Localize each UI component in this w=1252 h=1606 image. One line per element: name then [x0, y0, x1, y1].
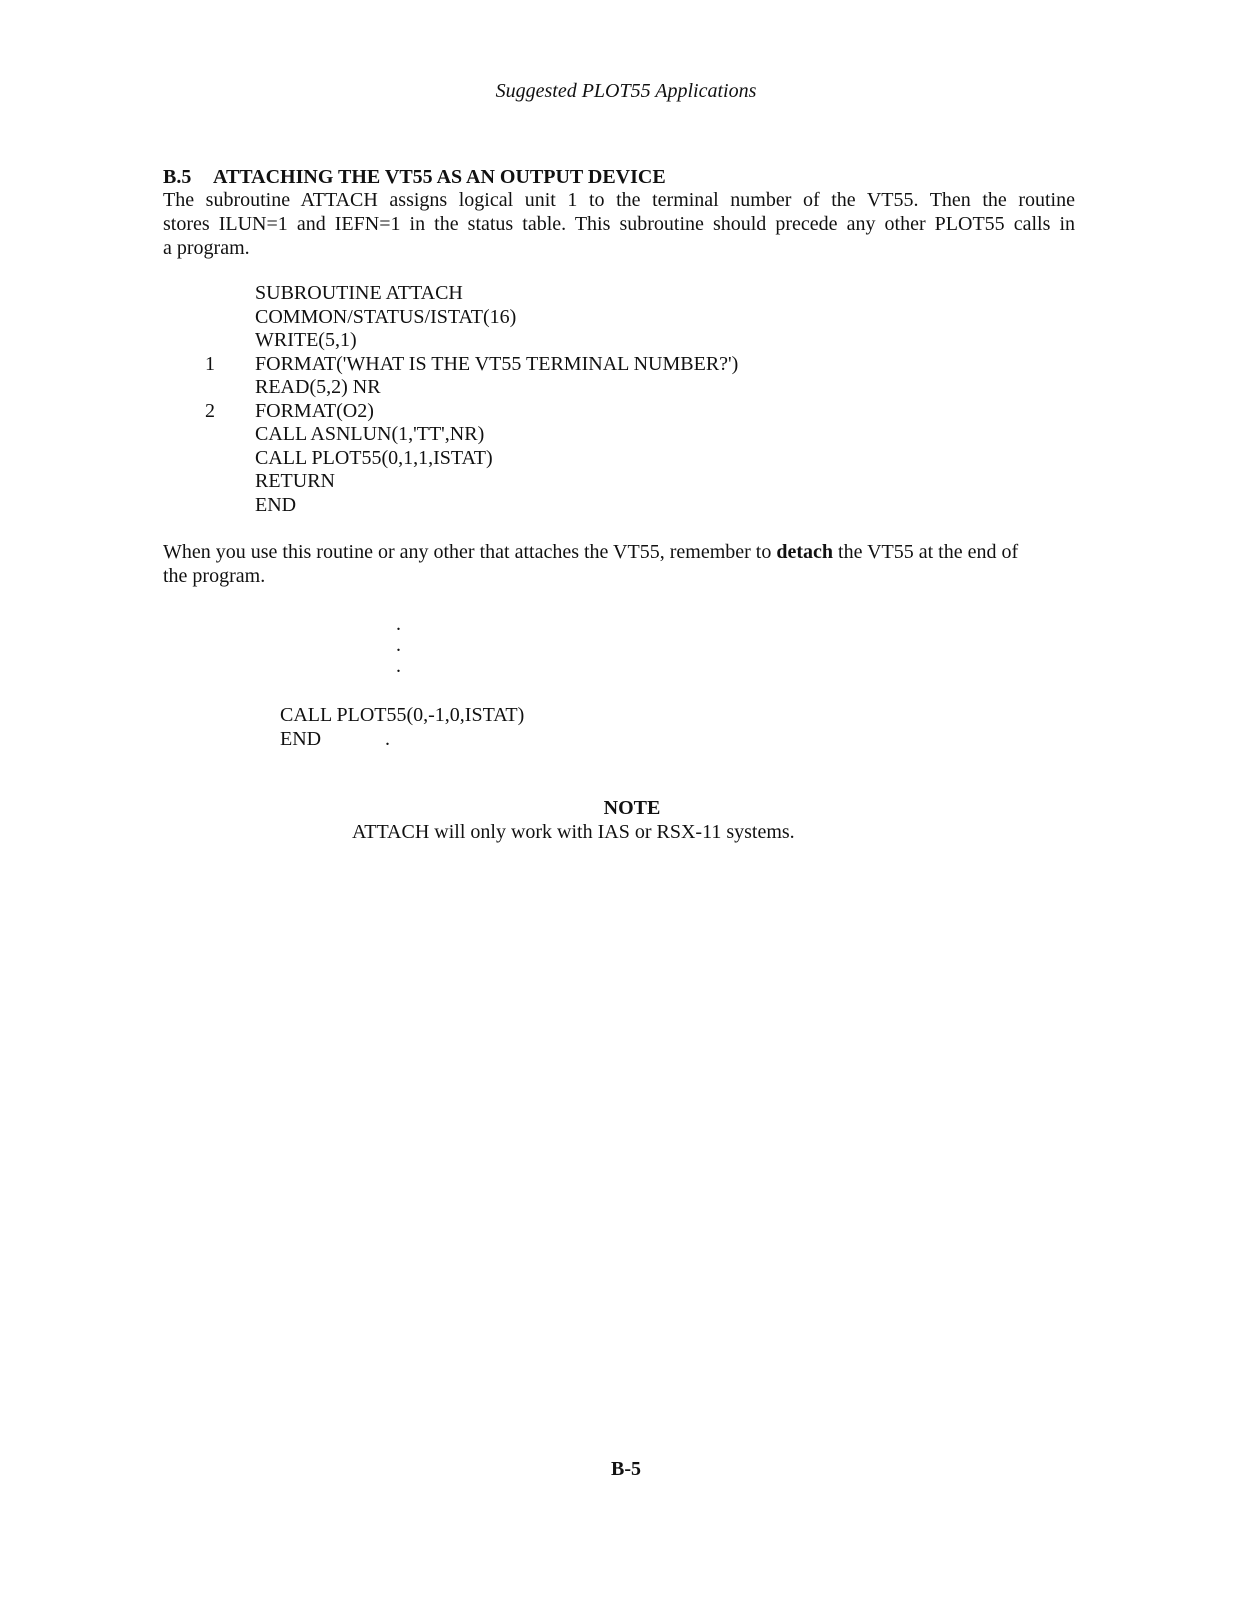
code-line — [205, 329, 738, 353]
intro-line-3: a program. — [163, 237, 250, 259]
code-line — [205, 376, 738, 400]
detach-line-1 — [163, 540, 1075, 564]
code-line-text: CALL ASNLUN(1,'TT',NR) — [255, 423, 485, 445]
detach-emphasis: detach — [776, 541, 834, 563]
code-line — [205, 282, 738, 306]
code-line-text: END — [255, 493, 297, 516]
detach-line-2: the program. — [163, 565, 266, 587]
code-line-label — [205, 329, 255, 353]
ellipsis-dot: . — [396, 613, 401, 635]
page-number: B-5 — [611, 1458, 641, 1480]
code-line-label — [205, 282, 255, 306]
code-line-text: COMMON/STATUS/ISTAT(16) — [255, 305, 517, 328]
code-line-label — [205, 494, 255, 518]
code-line-label: 1 — [205, 352, 215, 375]
code-line-text: WRITE(5,1) — [255, 329, 357, 351]
code-line-label: 2 — [205, 399, 215, 422]
code-line-text: READ(5,2) NR — [255, 376, 381, 398]
intro-line-1: The subroutine ATTACH assigns logical unit 1 to the terminal number of the VT55. Then the routine — [163, 189, 1075, 211]
ellipsis-dot: . — [396, 634, 401, 656]
detach-paragraph — [163, 540, 1075, 588]
intro-line-2: stores ILUN=1 and IEFN=1 in the status table. This subroutine should precede any other PLOT55 calls in — [163, 213, 1075, 235]
detach-text-before: When you use this routine or any other that attaches the VT55, remember to — [163, 541, 777, 563]
code-line-label — [205, 470, 255, 494]
code-line — [205, 447, 738, 471]
code-line-text: RETURN — [255, 470, 335, 492]
code-line — [205, 400, 738, 424]
code-end-line-2: END — [280, 728, 322, 750]
code-line — [205, 470, 738, 494]
running-header: Suggested PLOT55 Applications — [495, 80, 757, 102]
code-line-label — [205, 447, 255, 471]
code-line-text: FORMAT(O2) — [255, 399, 374, 422]
code-line — [205, 353, 738, 377]
trailing-dot: . — [385, 728, 390, 750]
code-line — [205, 494, 738, 518]
section-number: B.5 — [163, 166, 192, 188]
code-line-label — [205, 376, 255, 400]
vertical-ellipsis — [396, 614, 401, 677]
code-line — [205, 423, 738, 447]
code-listing — [205, 282, 738, 517]
note-text: ATTACH will only work with IAS or RSX-11 systems. — [352, 821, 795, 843]
code-end-line-1: CALL PLOT55(0,-1,0,ISTAT) — [280, 704, 525, 726]
intro-paragraph — [163, 188, 1075, 260]
section-title: ATTACHING THE VT55 AS AN OUTPUT DEVICE — [213, 166, 666, 188]
code-line-text: SUBROUTINE ATTACH — [255, 282, 463, 304]
section-heading — [163, 166, 666, 189]
detach-text-after: the VT55 at the end of — [833, 541, 1019, 563]
code-line-text: CALL PLOT55(0,1,1,ISTAT) — [255, 446, 493, 469]
note-title: NOTE — [603, 797, 661, 819]
ellipsis-dot: . — [396, 655, 401, 677]
code-line-label — [205, 306, 255, 330]
code-line — [205, 306, 738, 330]
code-line-label — [205, 423, 255, 447]
code-end-listing — [280, 703, 524, 751]
code-line-text: FORMAT('WHAT IS THE VT55 TERMINAL NUMBER?') — [255, 352, 739, 375]
